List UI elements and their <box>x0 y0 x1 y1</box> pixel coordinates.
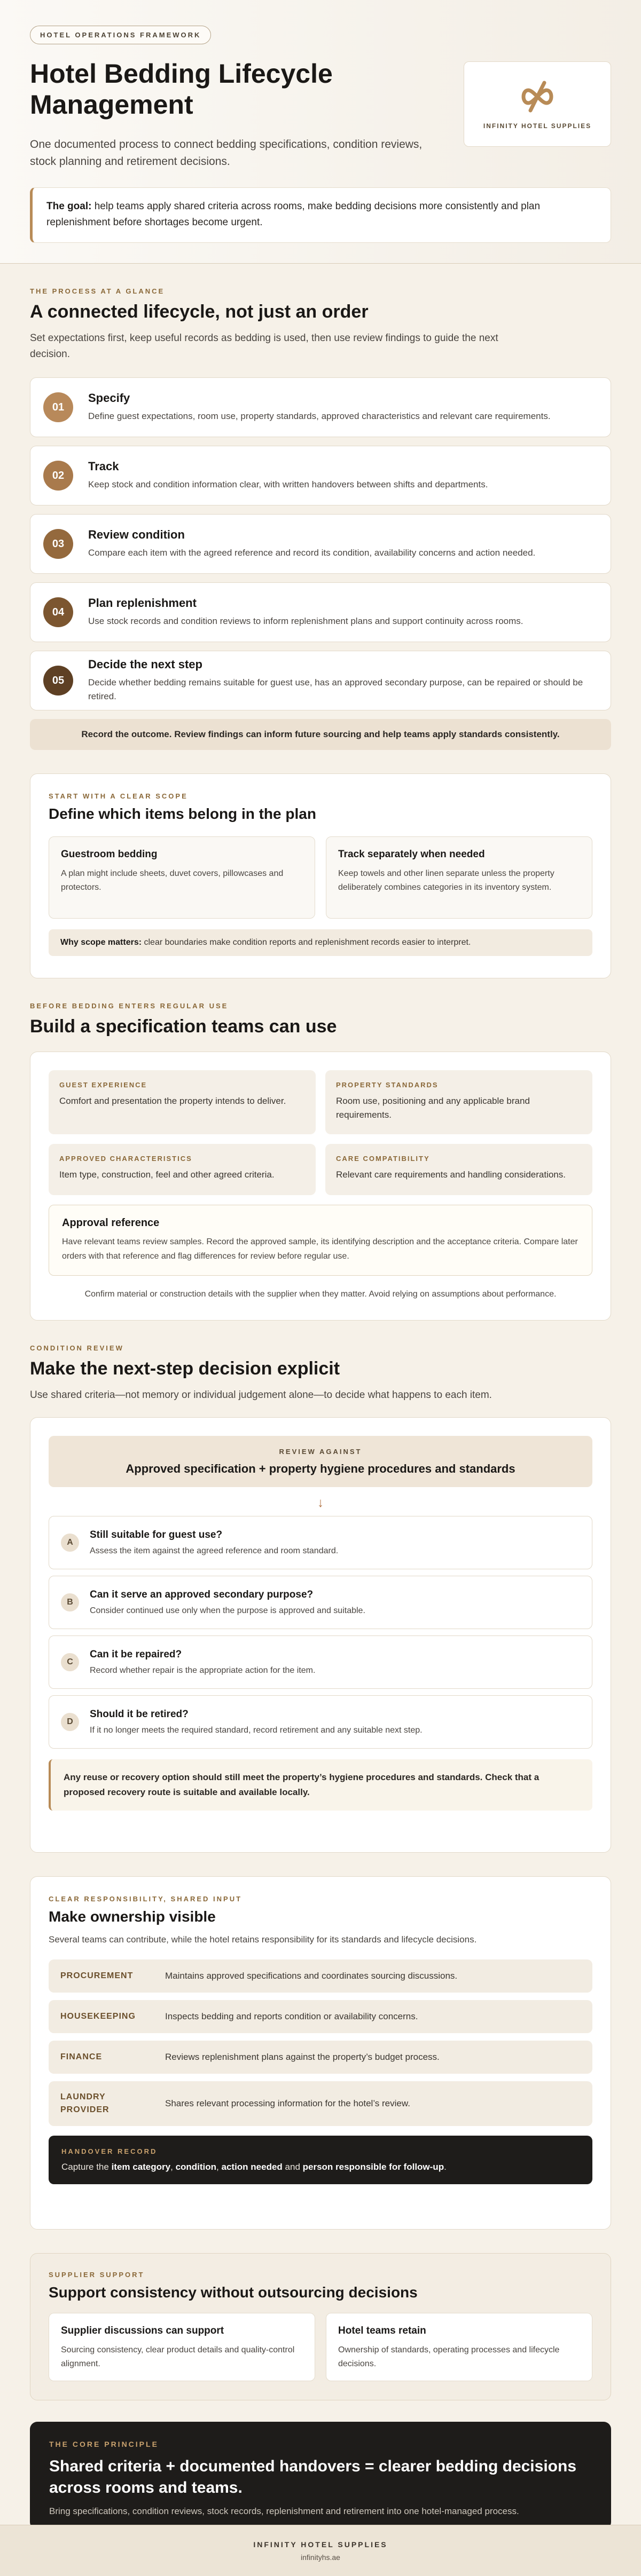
review-against <box>49 1436 592 1487</box>
review-against-text: Approved specification + property hygiene procedures and standards <box>126 1461 515 1475</box>
review-question <box>49 1516 592 1569</box>
footer <box>0 2525 641 2576</box>
handover-text-part: , <box>170 2162 176 2172</box>
question-letter: B <box>61 1593 79 1611</box>
ownership-role <box>49 1959 592 1993</box>
supplier-support-card <box>49 2313 315 2381</box>
page-title: Hotel Bedding Lifecycle Management <box>30 59 333 120</box>
lifecycle-title: A connected lifecycle, not just an order <box>30 302 369 322</box>
review-questions <box>49 1516 592 1749</box>
spec-label: APPROVED CHARACTERISTICS <box>59 1155 192 1163</box>
scope-note <box>49 929 592 956</box>
step-number: 05 <box>43 666 73 696</box>
hero <box>0 0 641 264</box>
step-number: 04 <box>43 597 73 627</box>
spec-desc: Item type, construction, feel and other agreed criteria. <box>59 1170 275 1180</box>
infinity-logo-icon <box>518 78 557 116</box>
review-question <box>49 1635 592 1689</box>
footer-brand: INFINITY HOTEL SUPPLIES <box>253 2540 388 2549</box>
question-title: Still suitable for guest use? <box>90 1529 223 1540</box>
supplier-eyebrow: SUPPLIER SUPPORT <box>49 2271 145 2279</box>
role-name: HOUSEKEEPING <box>60 2012 136 2021</box>
role-desc: Inspects bedding and reports condition or availability concerns. <box>165 2011 418 2021</box>
spec-desc: Room use, positioning and any applicable brand requirements. <box>336 1096 530 1120</box>
spec-property-standards <box>325 1070 592 1134</box>
ownership-role <box>49 2081 592 2126</box>
review-title: Make the next-step decision explicit <box>30 1358 340 1379</box>
lifecycle-lead: Set expectations first, keep useful records as bedding is used, then use review findings to guide the next decision. <box>30 333 498 360</box>
spec-label: PROPERTY STANDARDS <box>336 1081 439 1089</box>
ownership-section <box>0 1853 641 2230</box>
ownership-role <box>49 2041 592 2074</box>
handover-label: HANDOVER RECORD <box>61 2147 158 2155</box>
supplier-section <box>0 2230 641 2400</box>
spec-approved-characteristics <box>49 1144 316 1195</box>
page-subtitle: One documented process to connect bedding specifications, condition reviews, stock planning and retirement decisions. <box>30 138 423 168</box>
goal-callout <box>30 187 611 243</box>
logo-card <box>464 61 611 147</box>
step-number: 01 <box>43 392 73 422</box>
ownership-title: Make ownership visible <box>49 1908 216 1925</box>
step-title: Plan replenishment <box>88 596 197 610</box>
scope-included-title: Guestroom bedding <box>61 849 158 860</box>
question-letter: C <box>61 1653 79 1671</box>
hotel-retain-desc: Ownership of standards, operating processes and lifecycle decisions. <box>338 2345 560 2368</box>
scope-included-desc: A plan might include sheets, duvet covers, pillowcases and protectors. <box>61 869 284 892</box>
review-warning: Any reuse or recovery option should still meet the property’s hygiene procedures and standards. Check that a proposed recovery route is suitable and available locally. <box>49 1759 592 1811</box>
ownership-card <box>30 1876 611 2230</box>
question-desc: Record whether repair is the appropriate action for the item. <box>90 1666 316 1675</box>
supplier-title: Support consistency without outsourcing decisions <box>49 2284 418 2301</box>
role-name: LAUNDRY PROVIDER <box>60 2092 110 2114</box>
handover-text-part: Capture the <box>61 2162 112 2172</box>
framework-pill: HOTEL OPERATIONS FRAMEWORK <box>30 26 211 44</box>
scope-note-label: Why scope matters: <box>60 938 142 947</box>
step-title: Track <box>88 460 119 473</box>
lifecycle-steps <box>30 377 611 710</box>
step-number: 02 <box>43 461 73 491</box>
spec-card <box>30 1052 611 1321</box>
principle-section <box>0 2400 641 2530</box>
handover-text-part: and <box>282 2162 303 2172</box>
review-question <box>49 1695 592 1749</box>
handover-record <box>49 2136 592 2184</box>
step-title: Specify <box>88 391 130 405</box>
spec-care-compatibility <box>325 1144 592 1195</box>
step-desc: Compare each item with the agreed reference and record its condition, availability concerns and action needed. <box>88 548 536 558</box>
spec-desc: Relevant care requirements and handling considerations. <box>336 1170 566 1180</box>
question-desc: Consider continued use only when the purpose is approved and suitable. <box>90 1606 365 1615</box>
ownership-role <box>49 2000 592 2033</box>
principle-title: Shared criteria + documented handovers = clearer bedding decisions across rooms and teams. <box>49 2458 576 2496</box>
step-number: 03 <box>43 529 73 559</box>
down-arrow-icon: ↓ <box>317 1496 324 1510</box>
role-desc: Reviews replenishment plans against the property’s budget process. <box>165 2052 440 2062</box>
scope-eyebrow: START WITH A CLEAR SCOPE <box>49 792 188 800</box>
review-card <box>30 1417 611 1853</box>
scope-section <box>0 750 641 978</box>
ownership-roles <box>49 1959 592 2126</box>
scope-separate-title: Track separately when needed <box>338 849 485 860</box>
ownership-eyebrow: CLEAR RESPONSIBILITY, SHARED INPUT <box>49 1895 243 1903</box>
handover-text-part: , <box>216 2162 222 2172</box>
step-desc: Use stock records and condition reviews to inform replenishment plans and support continuity across rooms. <box>88 616 523 626</box>
review-eyebrow: CONDITION REVIEW <box>30 1344 124 1352</box>
role-name: PROCUREMENT <box>60 1971 134 1980</box>
hotel-retain-card <box>326 2313 592 2381</box>
role-desc: Maintains approved specifications and coordinates sourcing discussions. <box>165 1971 458 1981</box>
footer-url[interactable]: infinityhs.ae <box>301 2553 340 2562</box>
spec-label: CARE COMPATIBILITY <box>336 1155 430 1163</box>
review-lead: Use shared criteria—not memory or individual judgement alone—to decide what happens to each item. <box>30 1389 492 1401</box>
supplier-card <box>30 2253 611 2400</box>
question-letter: A <box>61 1534 79 1552</box>
goal-label: The goal: <box>46 201 92 212</box>
scope-note-text: clear boundaries make condition reports and replenishment records easier to interpret. <box>142 938 471 947</box>
lifecycle-step <box>30 651 611 710</box>
hotel-retain-title: Hotel teams retain <box>338 2325 426 2336</box>
handover-condition: condition <box>175 2162 217 2172</box>
lifecycle-eyebrow: THE PROCESS AT A GLANCE <box>30 287 165 295</box>
lifecycle-step <box>30 377 611 437</box>
lifecycle-step <box>30 446 611 505</box>
handover-text <box>61 2162 580 2172</box>
spec-footnote: Confirm material or construction details with the supplier when they matter. Avoid relying on assumptions about performance. <box>84 1290 557 1299</box>
principle-card <box>30 2422 611 2530</box>
lifecycle-note: Record the outcome. Review findings can inform future sourcing and help teams apply standards consistently. <box>30 719 611 750</box>
step-title: Review condition <box>88 528 185 541</box>
handover-action-needed: action needed <box>221 2162 283 2172</box>
question-title: Can it serve an approved secondary purpose? <box>90 1589 314 1600</box>
handover-item-category: item category <box>111 2162 171 2172</box>
handover-text-part: . <box>444 2162 447 2172</box>
scope-title: Define which items belong in the plan <box>49 805 316 822</box>
scope-separate-desc: Keep towels and other linen separate unless the property deliberately combines categories in its inventory system. <box>338 869 554 892</box>
goal-text: help teams apply shared criteria across rooms, make bedding decisions more consistently and plan replenishment before shortages become urgent. <box>46 201 541 228</box>
review-against-label: REVIEW AGAINST <box>279 1447 362 1456</box>
handover-person-responsible: person responsible for follow-up <box>302 2162 444 2172</box>
spec-section <box>0 978 641 1321</box>
step-desc: Define guest expectations, room use, property standards, approved characteristics and relevant care requirements. <box>88 411 551 421</box>
spec-eyebrow: BEFORE BEDDING ENTERS REGULAR USE <box>30 1002 229 1010</box>
step-title: Decide the next step <box>88 658 202 671</box>
approval-reference <box>49 1205 592 1276</box>
supplier-support-desc: Sourcing consistency, clear product details and quality-control alignment. <box>61 2345 295 2368</box>
lifecycle-step <box>30 514 611 574</box>
principle-desc: Bring specifications, condition reviews, stock records, replenishment and retirement into one hotel-managed process. <box>49 2506 519 2516</box>
spec-desc: Comfort and presentation the property intends to deliver. <box>59 1096 286 1106</box>
question-desc: Assess the item against the agreed reference and room standard. <box>90 1546 339 1555</box>
role-desc: Shares relevant processing information for the hotel’s review. <box>165 2098 410 2108</box>
scope-card <box>30 773 611 978</box>
spec-label: GUEST EXPERIENCE <box>59 1081 147 1089</box>
ownership-lead: Several teams can contribute, while the hotel retains responsibility for its standards and lifecycle decisions. <box>49 1934 477 1945</box>
role-name: FINANCE <box>60 2052 103 2061</box>
scope-card-separate <box>326 836 592 919</box>
spec-title: Build a specification teams can use <box>30 1016 337 1037</box>
principle-eyebrow: THE CORE PRINCIPLE <box>49 2440 159 2448</box>
logo-text: INFINITY HOTEL SUPPLIES <box>483 122 592 130</box>
scope-card-included <box>49 836 315 919</box>
question-title: Can it be repaired? <box>90 1649 182 1660</box>
review-question <box>49 1576 592 1629</box>
spec-guest-experience <box>49 1070 316 1134</box>
lifecycle-step <box>30 582 611 642</box>
approval-title: Approval reference <box>62 1217 160 1229</box>
approval-desc: Have relevant teams review samples. Record the approved sample, its identifying description and the acceptance criteria. Compare later orders with that reference and flag differences for review before regular use. <box>62 1237 578 1261</box>
question-letter: D <box>61 1713 79 1731</box>
lifecycle-section <box>0 264 641 750</box>
supplier-support-title: Supplier discussions can support <box>61 2325 224 2336</box>
step-desc: Decide whether bedding remains suitable for guest use, has an approved secondary purpose, can be repaired or should be retired. <box>88 677 583 701</box>
question-title: Should it be retired? <box>90 1709 189 1720</box>
review-section <box>0 1321 641 1853</box>
question-desc: If it no longer meets the required standard, record retirement and any suitable next step. <box>90 1726 423 1735</box>
step-desc: Keep stock and condition information clear, with written handovers between shifts and departments. <box>88 479 488 489</box>
